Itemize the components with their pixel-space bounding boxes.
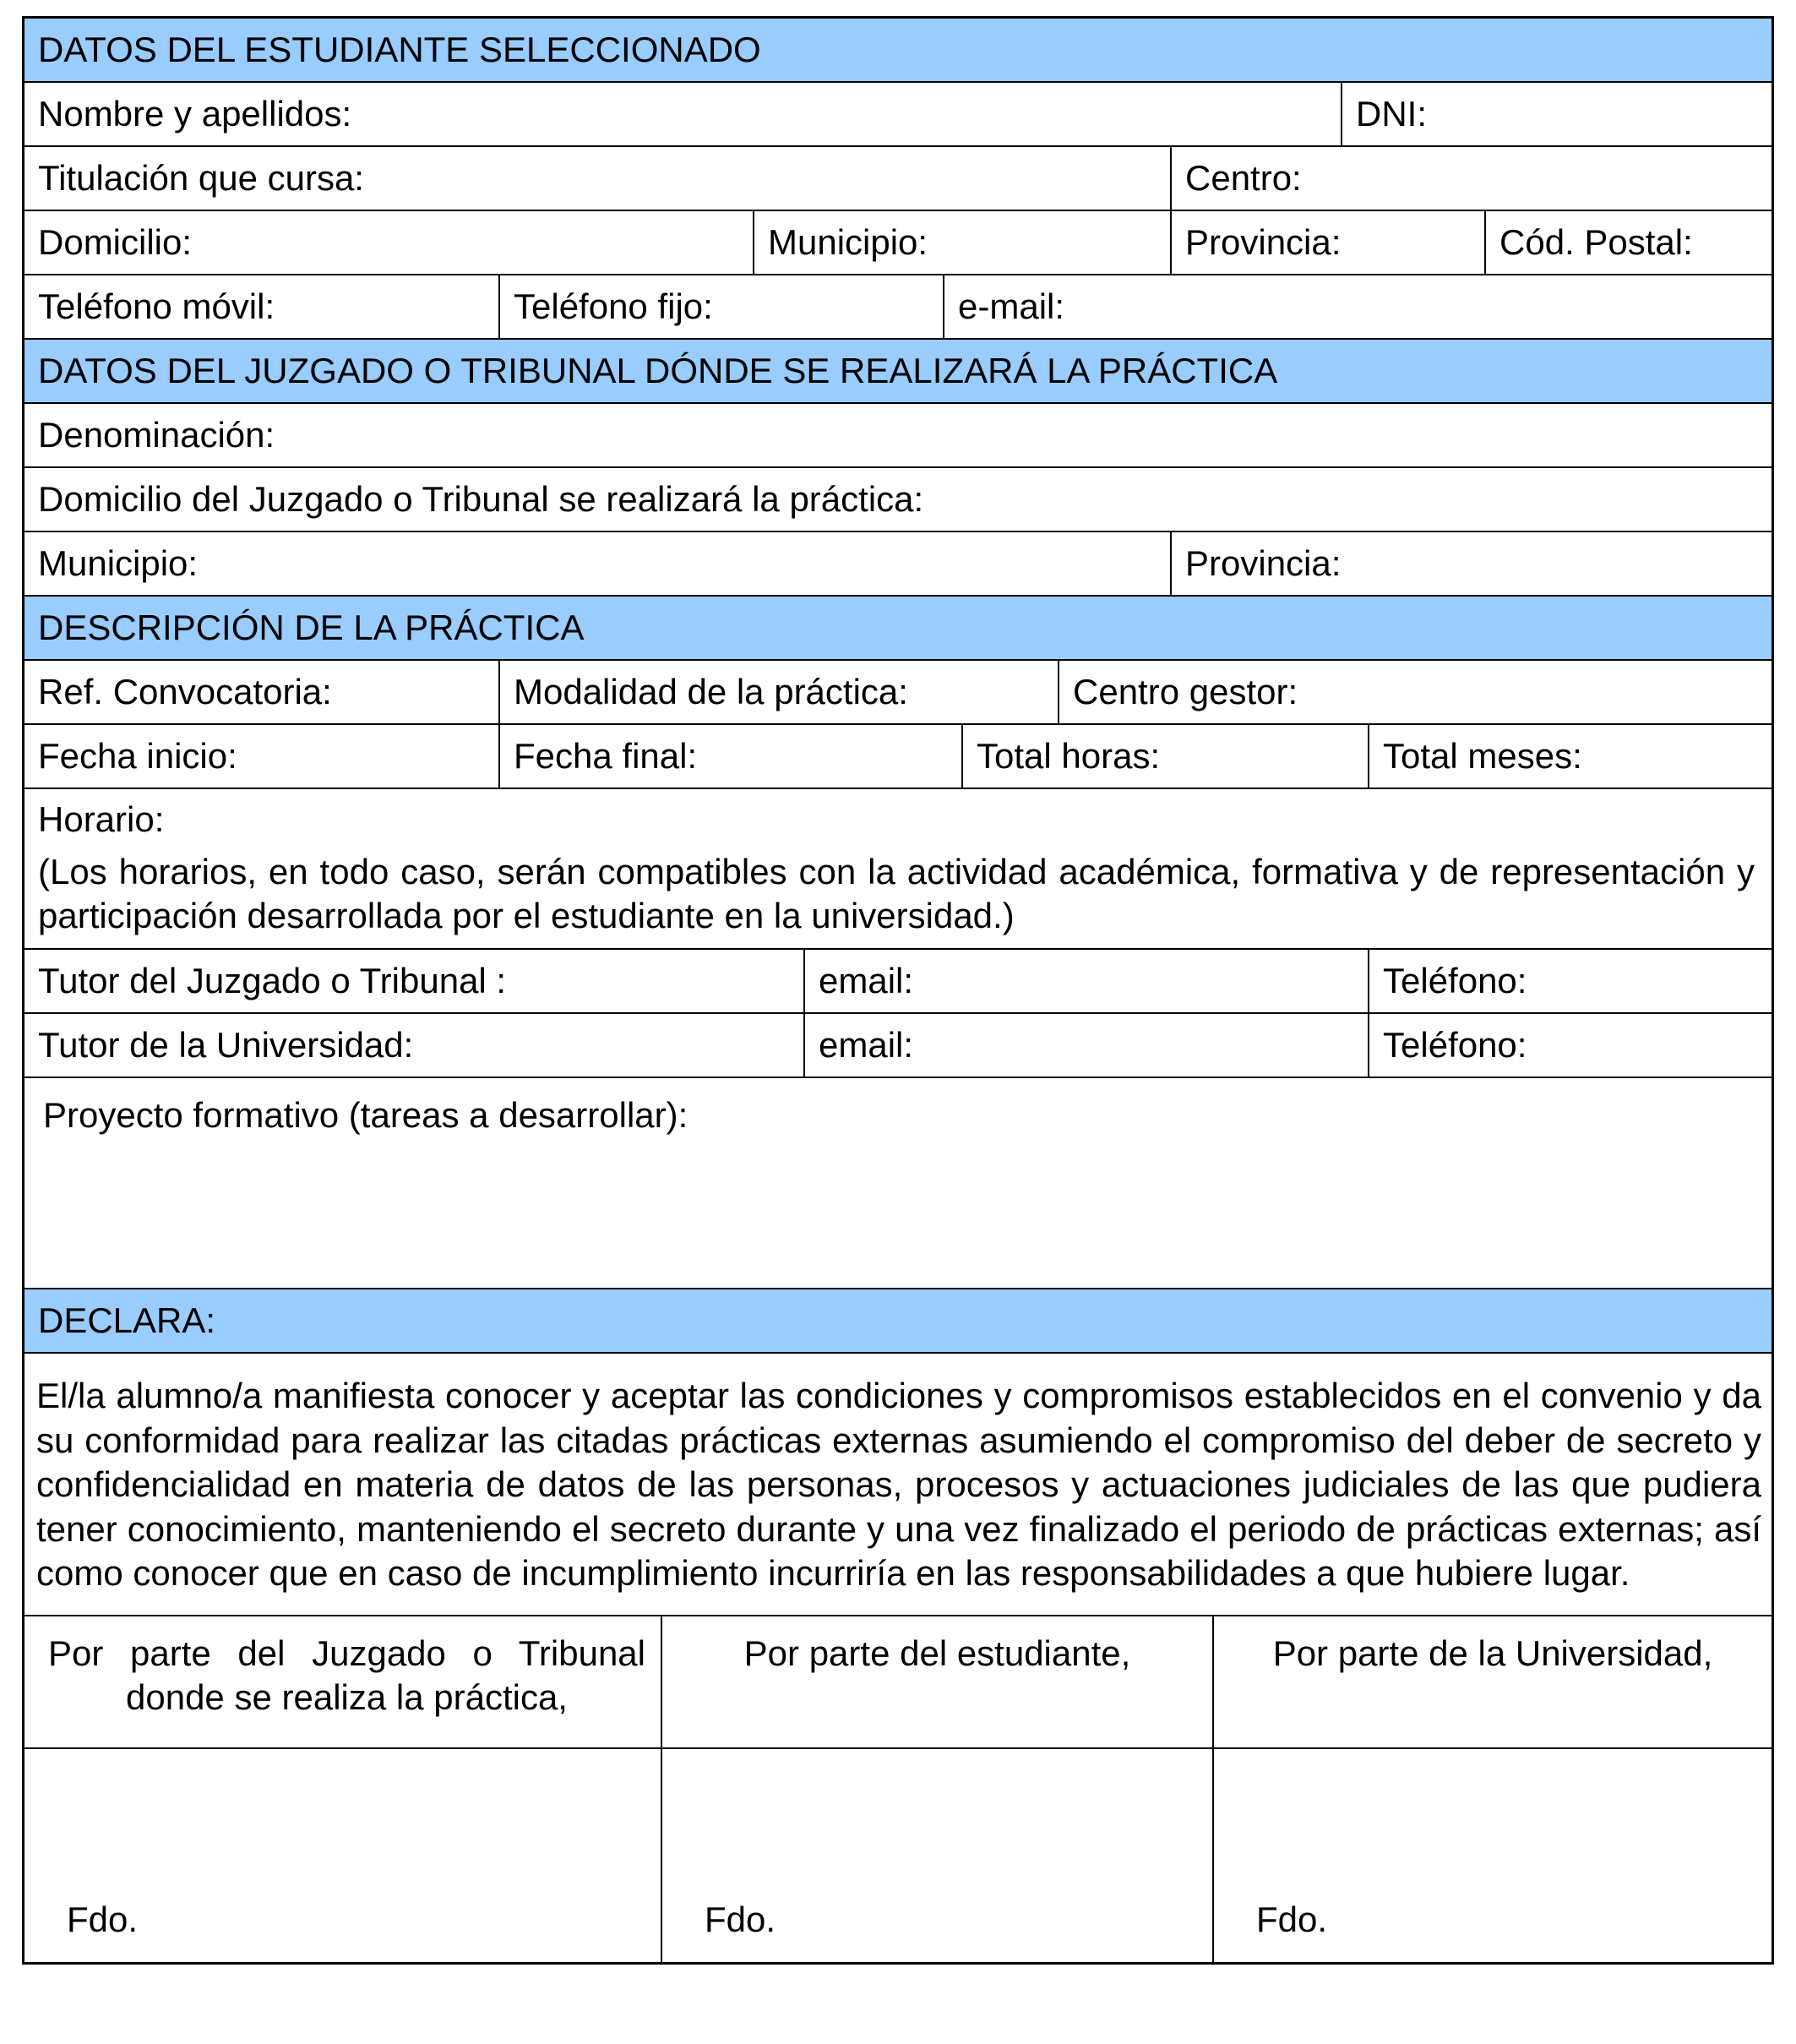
student-province-field[interactable]: Provincia: [1170, 211, 1484, 274]
student-degree-row [24, 145, 1772, 210]
end-date-field[interactable]: Fecha final: [498, 725, 961, 788]
schedule-note: (Los horarios, en todo caso, serán compatibles con la actividad académica, formativa y de representación y participación desarrollada por el estudiante en la universidad.) [38, 852, 1755, 935]
practice-ref-row [24, 659, 1772, 723]
signature-court-box[interactable] [24, 1749, 661, 1962]
student-municipality-field[interactable]: Municipio: [753, 211, 1170, 274]
university-tutor-email-field[interactable]: email: [803, 1014, 1368, 1077]
student-dni-field[interactable]: DNI: [1341, 83, 1772, 145]
student-address-row [24, 210, 1772, 274]
declaration-text: El/la alumno/a manifiesta conocer y aceptar las condiciones y compromisos establecidos en el convenio y da su conformidad para realizar las citadas prácticas externas asumiendo el compromiso del deber de secreto y confidencialidad en materia de datos de las personas, procesos y actuaciones judiciales de las que pudiera tener conocimiento, manteniendo el secreto durante y una vez finalizado el periodo de prácticas externas; así como conocer que en caso de incumplimiento incurriría en las responsabilidades a que hubiere lugar. [36, 1376, 1761, 1593]
internship-form [22, 16, 1774, 1965]
university-tutor-phone-field[interactable]: Teléfono: [1368, 1014, 1772, 1077]
signature-court-heading: Por parte del Juzgado o Tribunal donde se realiza la práctica, [48, 1632, 645, 1717]
student-name-row [24, 81, 1772, 145]
managing-center-field[interactable]: Centro gestor: [1058, 661, 1772, 723]
signature-student-heading: Por parte del estudiante, [661, 1616, 1212, 1747]
student-center-field[interactable]: Centro: [1170, 147, 1772, 210]
court-location-row [24, 531, 1772, 595]
court-address-row [24, 466, 1772, 531]
university-tutor-field[interactable]: Tutor de la Universidad: [38, 1025, 414, 1065]
signature-university-box[interactable] [1212, 1749, 1772, 1962]
signature-court-fdo: Fdo. [67, 1899, 139, 1939]
student-postal-code-field[interactable]: Cód. Postal: [1484, 211, 1772, 274]
declaration-text-row [24, 1352, 1772, 1615]
court-section-header-row [24, 338, 1772, 402]
university-tutor-row [24, 1012, 1772, 1077]
schedule-row [24, 788, 1772, 948]
call-ref-field[interactable]: Ref. Convocatoria: [38, 672, 332, 711]
signature-student-fdo: Fdo. [705, 1899, 776, 1939]
modality-field[interactable]: Modalidad de la práctica: [498, 661, 1058, 723]
total-months-field[interactable]: Total meses: [1368, 725, 1772, 788]
signature-student-box[interactable] [661, 1749, 1212, 1962]
schedule-label: Horario: [38, 799, 165, 839]
project-label: Proyecto formativo (tareas a desarrollar): [43, 1095, 688, 1135]
practice-section-header: DESCRIPCIÓN DE LA PRÁCTICA [24, 597, 1772, 659]
declaration-header-row [24, 1288, 1772, 1352]
student-email-field[interactable]: e-mail: [943, 275, 1772, 338]
court-province-field[interactable]: Provincia: [1170, 532, 1772, 595]
student-name-field[interactable]: Nombre y apellidos: [38, 94, 352, 134]
project-row [24, 1077, 1772, 1288]
court-tutor-phone-field[interactable]: Teléfono: [1368, 950, 1772, 1012]
student-section-header-row [24, 19, 1772, 81]
signature-university-fdo: Fdo. [1256, 1899, 1328, 1939]
court-tutor-field[interactable]: Tutor del Juzgado o Tribunal : [38, 961, 507, 1000]
total-hours-field[interactable]: Total horas: [961, 725, 1368, 788]
start-date-field[interactable]: Fecha inicio: [38, 736, 237, 776]
signature-header-row [24, 1615, 1772, 1747]
student-section-header: DATOS DEL ESTUDIANTE SELECCIONADO [24, 19, 1772, 81]
student-degree-field[interactable]: Titulación que cursa: [38, 158, 364, 198]
student-mobile-field[interactable]: Teléfono móvil: [38, 286, 275, 326]
student-address-field[interactable]: Domicilio: [38, 222, 193, 262]
student-landline-field[interactable]: Teléfono fijo: [498, 275, 943, 338]
court-tutor-email-field[interactable]: email: [803, 950, 1368, 1012]
court-section-header: DATOS DEL JUZGADO O TRIBUNAL DÓNDE SE REALIZARÁ LA PRÁCTICA [24, 340, 1772, 402]
court-address-field[interactable]: Domicilio del Juzgado o Tribunal se realizará la práctica: [38, 479, 924, 519]
practice-section-header-row [24, 595, 1772, 659]
court-municipality-field[interactable]: Municipio: [38, 543, 199, 583]
student-contact-row [24, 274, 1772, 338]
schedule-field[interactable] [24, 789, 1772, 948]
court-name-row [24, 402, 1772, 466]
signature-body-row [24, 1747, 1772, 1962]
court-tutor-row [24, 948, 1772, 1012]
court-name-field[interactable]: Denominación: [38, 415, 275, 455]
declaration-header: DECLARA: [24, 1289, 1772, 1352]
practice-dates-row [24, 723, 1772, 788]
project-field[interactable] [24, 1078, 1772, 1288]
signature-university-heading: Por parte de la Universidad, [1212, 1616, 1772, 1747]
